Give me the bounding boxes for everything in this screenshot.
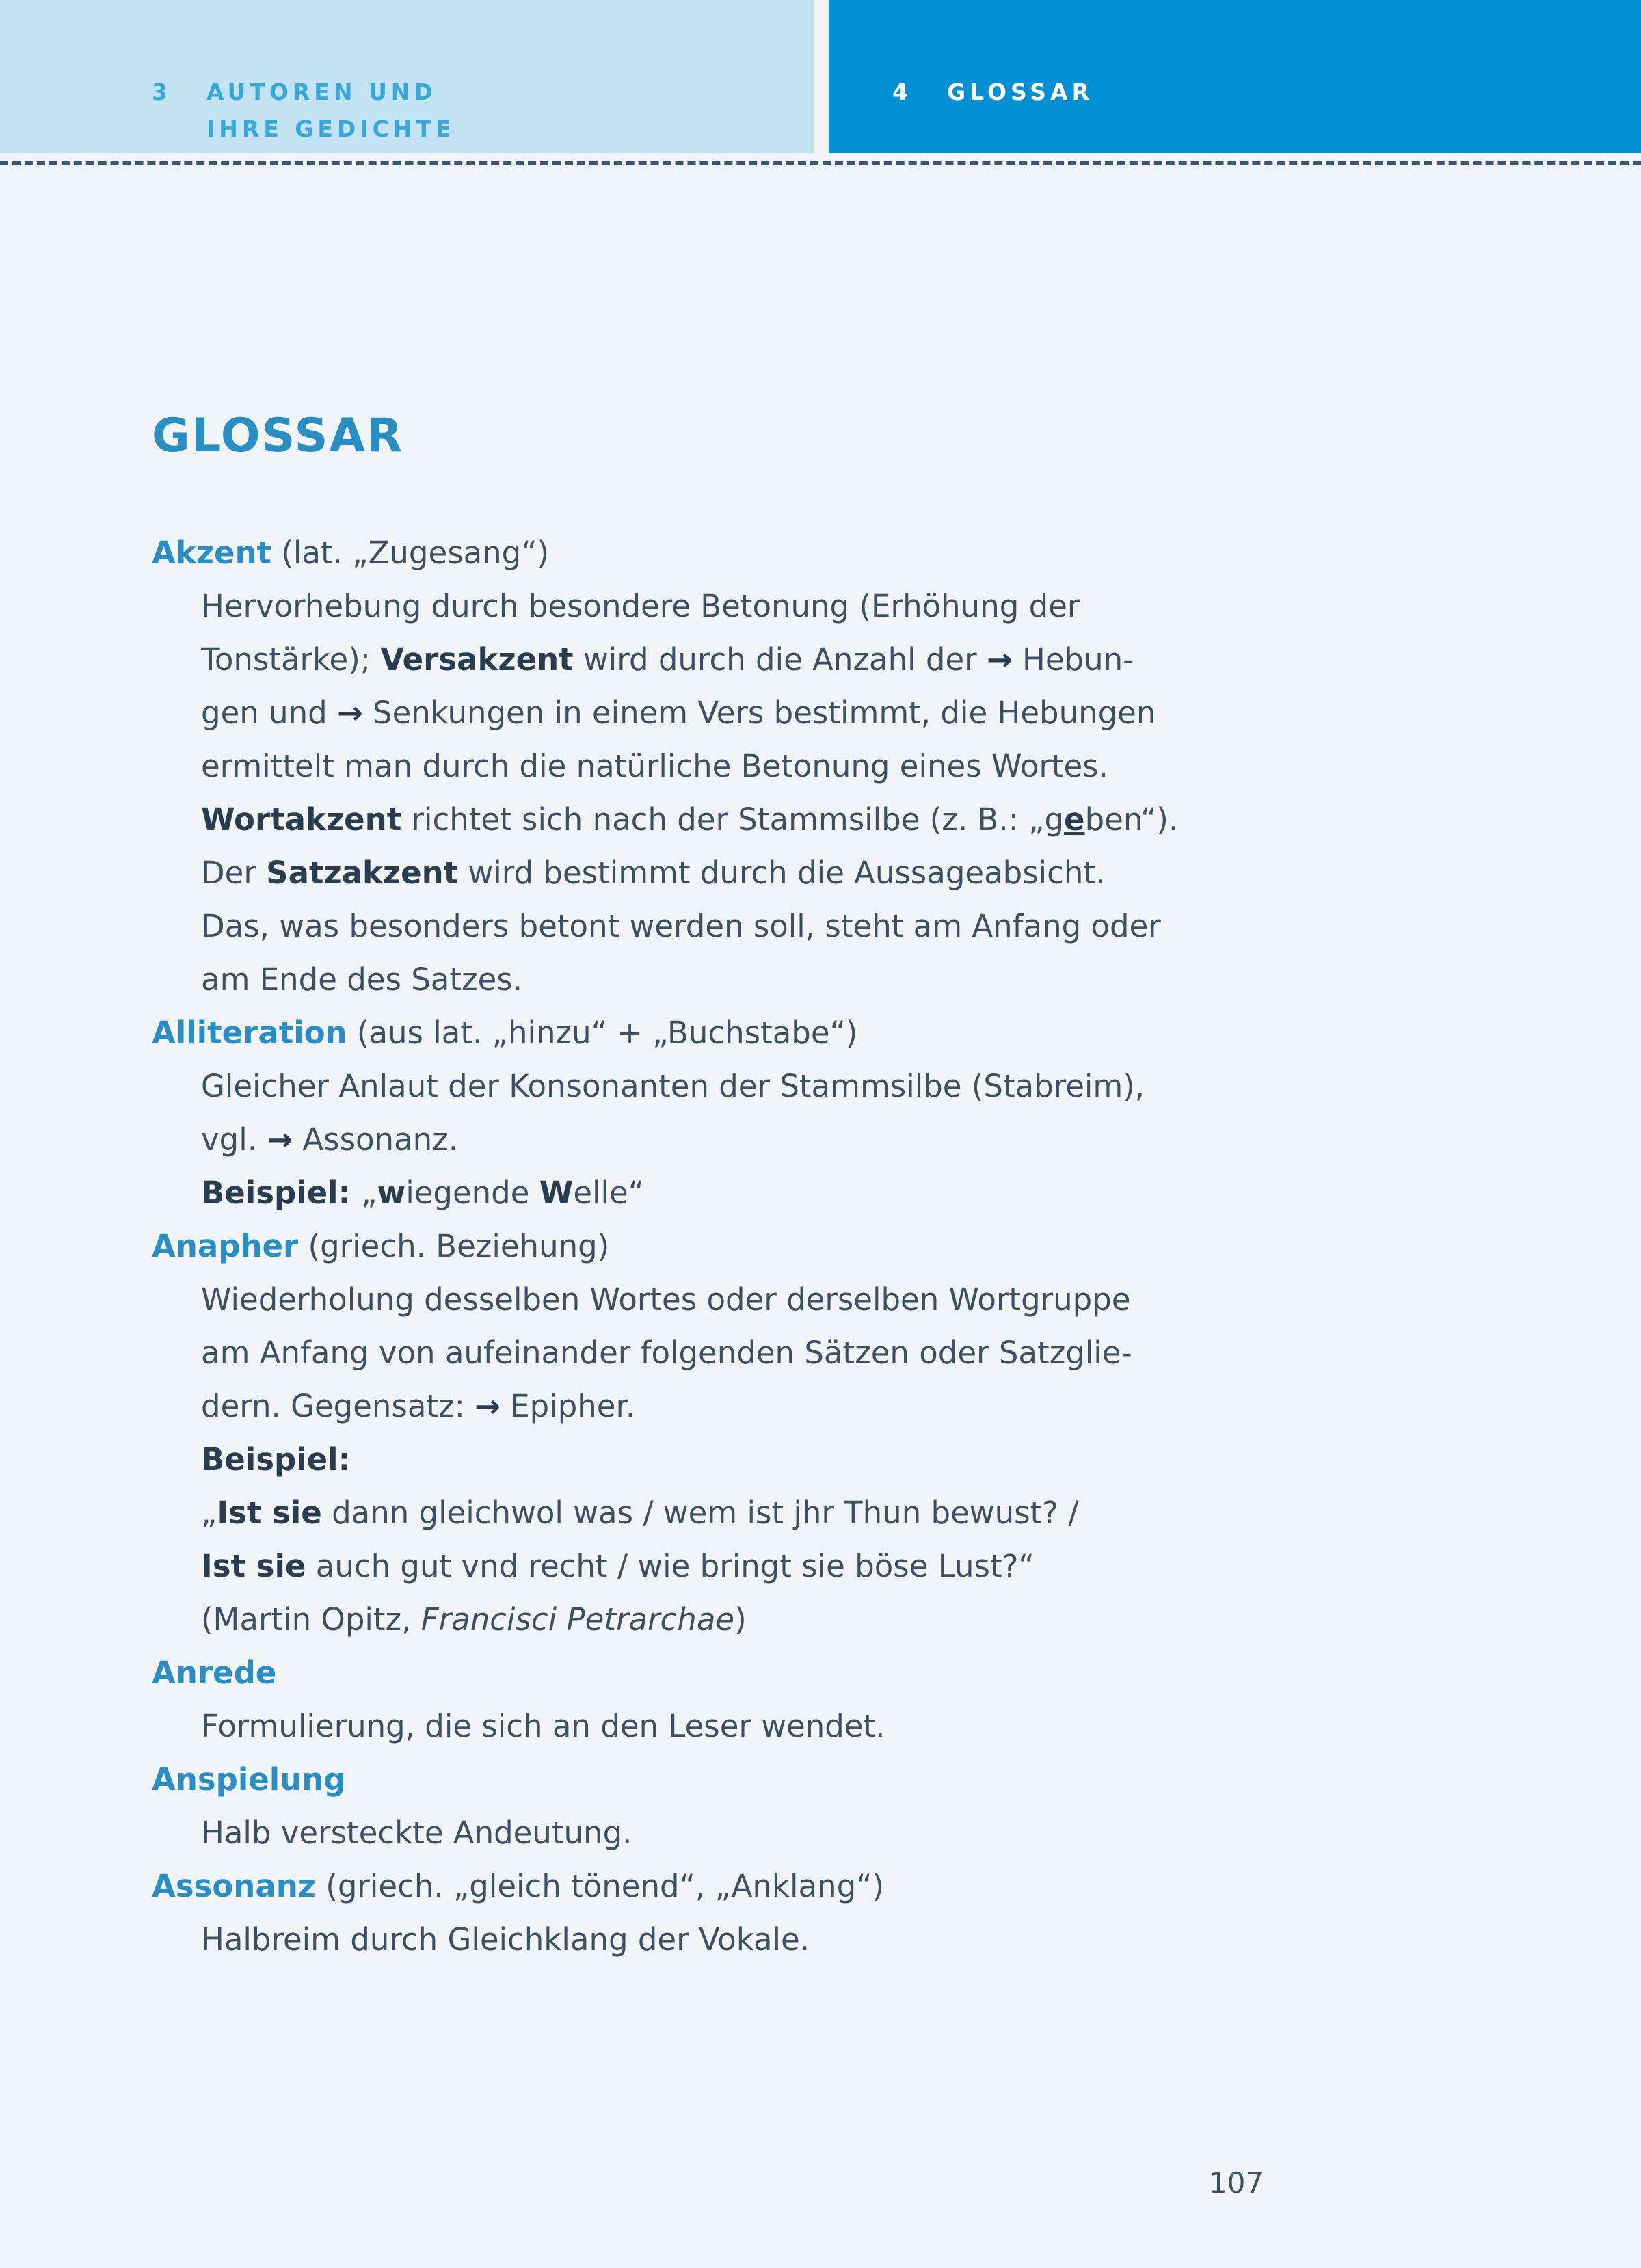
definition-line — [201, 1700, 1314, 1753]
definition-text: am Ende des Satzes. — [201, 961, 523, 998]
definition-text: Halbreim durch Gleichklang der Vokale. — [201, 1921, 810, 1958]
term-line — [152, 1006, 1314, 1060]
definition-line — [201, 1113, 1314, 1166]
term-line — [152, 1753, 1314, 1806]
definition-line — [201, 1433, 1314, 1486]
definition-text: Wiederholung desselben Wortes oder derselben Wortgruppe — [201, 1281, 1131, 1318]
term-line — [152, 526, 1314, 580]
chapter-number: 4 — [892, 79, 912, 105]
glossary-entry — [152, 1753, 1314, 1860]
emphasized-text: Wortakzent — [201, 801, 402, 838]
glossary-term: Anrede — [152, 1655, 277, 1691]
cross-reference-arrow-icon: → — [336, 695, 363, 731]
definition-line — [201, 1913, 1314, 1966]
definition-text: (Martin Opitz, — [201, 1601, 421, 1638]
definition-text: Der — [201, 855, 267, 891]
glossary-term: Assonanz — [152, 1868, 316, 1904]
definition-line — [201, 1326, 1314, 1380]
emphasized-text: Satzakzent — [266, 855, 459, 891]
definition-text: Formulierung, die sich an den Leser wendet. — [201, 1708, 885, 1744]
term-definition — [152, 1913, 1314, 1966]
definition-text: richtet sich nach der Stammsilbe (z. B.: „g — [401, 801, 1065, 838]
glossary-term: Alliteration — [152, 1015, 347, 1051]
glossary-term: Akzent — [152, 535, 272, 571]
cross-reference-arrow-icon: → — [267, 1121, 293, 1158]
definition-text: Francisci Petrarchae — [421, 1601, 735, 1638]
definition-line — [201, 1060, 1314, 1113]
cross-reference-arrow-icon: → — [475, 1388, 501, 1424]
header-divider — [0, 161, 1641, 165]
term-origin: (griech. Beziehung) — [308, 1228, 610, 1264]
term-origin: (lat. „Zugesang“) — [281, 535, 550, 571]
emphasized-text: w — [377, 1175, 406, 1211]
definition-text: ben“). — [1084, 801, 1179, 838]
definition-text: Das, was besonders betont werden soll, steht am Anfang oder — [201, 908, 1161, 944]
definition-line — [201, 686, 1314, 740]
term-definition — [152, 1060, 1314, 1220]
definition-line — [201, 1806, 1314, 1860]
definition-line — [201, 1380, 1314, 1433]
chapter-tab-autoren[interactable] — [0, 0, 814, 153]
definition-text: am Anfang von aufeinander folgenden Sätzen oder Satzglie- — [201, 1335, 1132, 1371]
emphasized-text: Versakzent — [380, 641, 574, 678]
term-definition — [152, 1273, 1314, 1646]
glossary-term: Anspielung — [152, 1761, 346, 1798]
definition-text: wird durch die Anzahl der — [573, 641, 987, 678]
chapter-title: AUTOREN UND IHRE GEDICHTE — [206, 79, 455, 142]
emphasized-text: W — [539, 1175, 574, 1211]
glossary-entry — [152, 1860, 1314, 1966]
term-definition — [152, 1806, 1314, 1860]
term-line — [152, 1220, 1314, 1273]
glossary-term: Anapher — [152, 1228, 299, 1264]
chapter-tab-glossar[interactable] — [829, 0, 1641, 153]
definition-line — [201, 793, 1314, 846]
emphasized-text: e — [1064, 801, 1085, 838]
chapter-number: 3 — [152, 79, 172, 105]
glossary-list — [152, 526, 1314, 1966]
chapter-tab-autoren-label — [152, 74, 630, 156]
term-line — [152, 1646, 1314, 1700]
definition-text: Hervorhebung durch besondere Betonung (Erhöhung der — [201, 588, 1080, 624]
definition-line — [201, 1273, 1314, 1326]
definition-text: vgl. — [201, 1121, 267, 1158]
term-definition — [152, 580, 1314, 1006]
definition-text: Tonstärke); — [201, 641, 381, 678]
definition-line — [201, 846, 1314, 900]
definition-text: Hebun- — [1012, 641, 1134, 678]
definition-line — [201, 1540, 1314, 1593]
definition-line — [201, 953, 1314, 1006]
definition-text: dann gleichwol was / wem ist jhr Thun bewust? / — [321, 1495, 1079, 1531]
definition-text: Assonanz. — [293, 1121, 459, 1158]
definition-text: „ — [361, 1175, 377, 1211]
term-origin: (aus lat. „hinzu“ + „Buchstabe“) — [356, 1015, 858, 1051]
definition-text: auch gut vnd recht / wie bringt sie böse Lust?“ — [306, 1548, 1035, 1584]
definition-text: wird bestimmt durch die Aussageabsicht. — [458, 855, 1106, 891]
definition-line — [201, 740, 1314, 793]
page-number: 107 — [1209, 2166, 1264, 2200]
glossary-entry — [152, 526, 1314, 1006]
glossary-entry — [152, 1220, 1314, 1646]
definition-line — [201, 1486, 1314, 1540]
definition-line — [201, 633, 1314, 686]
definition-text: dern. Gegensatz: — [201, 1388, 475, 1424]
definition-text: Halb versteckte Andeutung. — [201, 1815, 632, 1851]
definition-text: „ — [201, 1495, 217, 1531]
definition-text: Epipher. — [500, 1388, 636, 1424]
cross-reference-arrow-icon: → — [986, 641, 1013, 678]
chapter-tab-glossar-label — [892, 74, 1371, 115]
emphasized-text: Ist sie — [201, 1548, 306, 1584]
glossary-entry — [152, 1646, 1314, 1753]
definition-line — [201, 1166, 1314, 1220]
definition-line — [201, 1593, 1314, 1646]
definition-text: Gleicher Anlaut der Konsonanten der Stammsilbe (Stabreim), — [201, 1068, 1145, 1104]
definition-line — [201, 900, 1314, 953]
emphasized-text: Beispiel: — [201, 1175, 362, 1211]
emphasized-text: Ist sie — [217, 1495, 322, 1531]
term-definition — [152, 1700, 1314, 1753]
definition-text: ermittelt man durch die natürliche Betonung eines Wortes. — [201, 748, 1108, 784]
definition-text: iegende — [405, 1175, 539, 1211]
emphasized-text: Beispiel: — [201, 1441, 351, 1478]
definition-text: Senkungen in einem Vers bestimmt, die Hebungen — [362, 695, 1156, 731]
term-origin: (griech. „gleich tönend“, „Anklang“) — [325, 1868, 885, 1904]
chapter-title: GLOSSAR — [947, 79, 1093, 105]
glossary-entry — [152, 1006, 1314, 1220]
term-line — [152, 1860, 1314, 1913]
definition-line — [201, 580, 1314, 633]
definition-text: gen und — [201, 695, 337, 731]
definition-text: elle“ — [573, 1175, 645, 1211]
page-title: GLOSSAR — [152, 409, 404, 463]
definition-text: ) — [734, 1601, 747, 1638]
